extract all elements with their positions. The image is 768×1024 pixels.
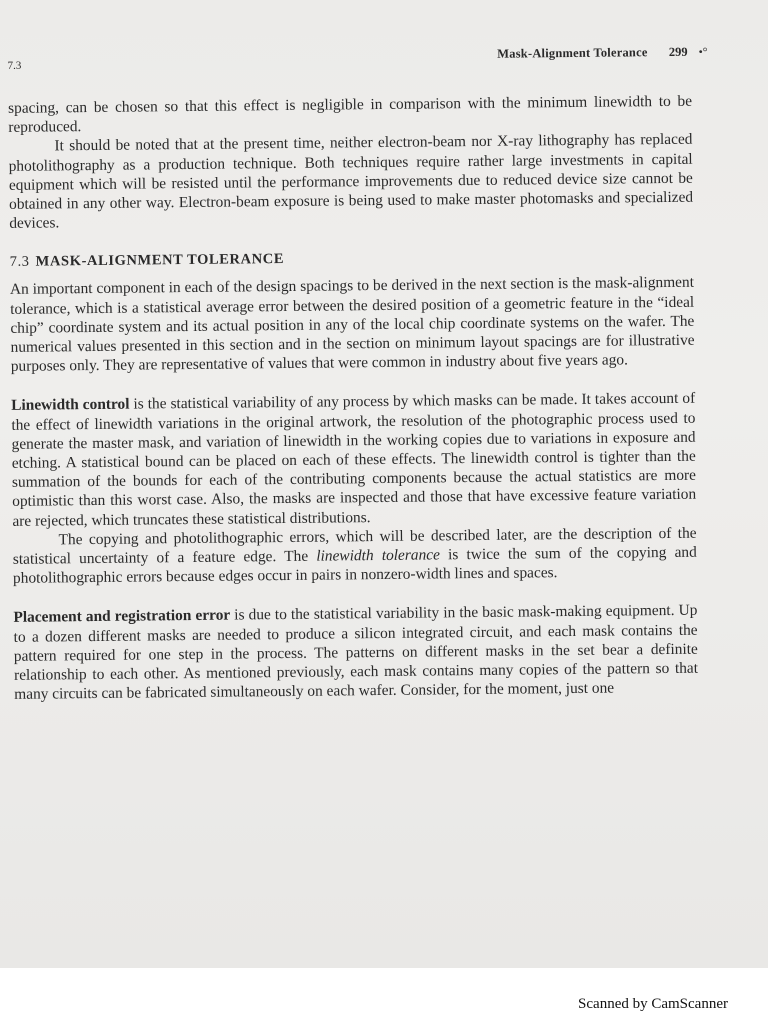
linewidth-control-text: is the statistical variability of any process by which masks can be made. It takes account of the effect of linewidth variations in the original artwork, the resolution of the photographic process used to generate the master mask, and variation of linewidth in the working copies due to variations in exposure and etching. A statistical bound can be placed on each of these effects. The linewidth control is tighter than the summation of the bounds for each of the contributing components because the actual statistics are more optimistic than this worst case. Also, the masks are inspected and those that have excessive feature variation are rejected, which truncates these statistical distributions. (11, 390, 697, 530)
linewidth-tolerance-text-a: The copying and photolithographic errors, which will be described later, are the description of the statistical uncertainty of a feature edge. The (12, 524, 697, 568)
page-header (7, 41, 707, 72)
section-heading-title: MASK-ALIGNMENT TOLERANCE (35, 251, 285, 271)
term-linewidth-control: Linewidth control (11, 396, 130, 415)
margin-mark: •° (698, 44, 708, 59)
paragraph-alignment-intro: An important component in each of the design spacings to be derived in the next section is the mask-alignment tolerance, which is a statistical average error between the desired position of a geometric feature in the “ideal chip” coordinate system and its actual position in any of the local chip coordinate systems on the wafer. The numerical values presented in this section and in the section on minimum layout spacings are for illustrative purposes only. They are representative of values that were common in industry about five years ago. (9, 274, 695, 376)
placement-error-text: is due to the statistical variability in the basic mask-making equipment. Up to a dozen different masks are needed to produce a silicon integrated circuit, and each mask contains the pattern required for one step in the process. The patterns on different masks in the set bear a definite relationship to each other. As mentioned previously, each mask contains many copies of the pattern so that many circuits can be fabricated simultaneously on each wafer. Consider, for the moment, just one (13, 602, 699, 704)
running-title: Mask-Alignment Tolerance (497, 45, 648, 61)
term-placement-error: Placement and registration error (13, 607, 231, 627)
paragraph-placement-error (13, 601, 698, 704)
header-section-number: 7.3 (7, 59, 22, 72)
paragraph-lithography: It should be noted that at the present time, neither electron-beam nor X-ray lithography has replaced photolithography as a production technique. Both techniques require rather large investments in capital equipment which will be resisted until the performance improvements due to reduced device size cannot be obtained in any other way. Electron-beam exposure is being used to make master photomasks and specialized devices. (8, 131, 694, 233)
paragraph-continuation: spacing, can be chosen so that this effect is negligible in comparison with the minimum linewidth to be reproduced. (7, 92, 693, 137)
linewidth-tolerance-text-b: is twice the sum of the copying and photolithographic errors because edges occur in pairs in nonzero-width lines and spaces. (12, 543, 697, 588)
paragraph-linewidth-tolerance (13, 524, 698, 589)
scanner-watermark: Scanned by CamScanner (578, 996, 728, 1012)
term-linewidth-tolerance: linewidth tolerance (316, 546, 440, 565)
page-number: 299 (668, 44, 688, 59)
section-heading-number: 7.3 (9, 254, 30, 271)
body-text (8, 92, 698, 705)
paragraph-linewidth-control (11, 389, 696, 531)
